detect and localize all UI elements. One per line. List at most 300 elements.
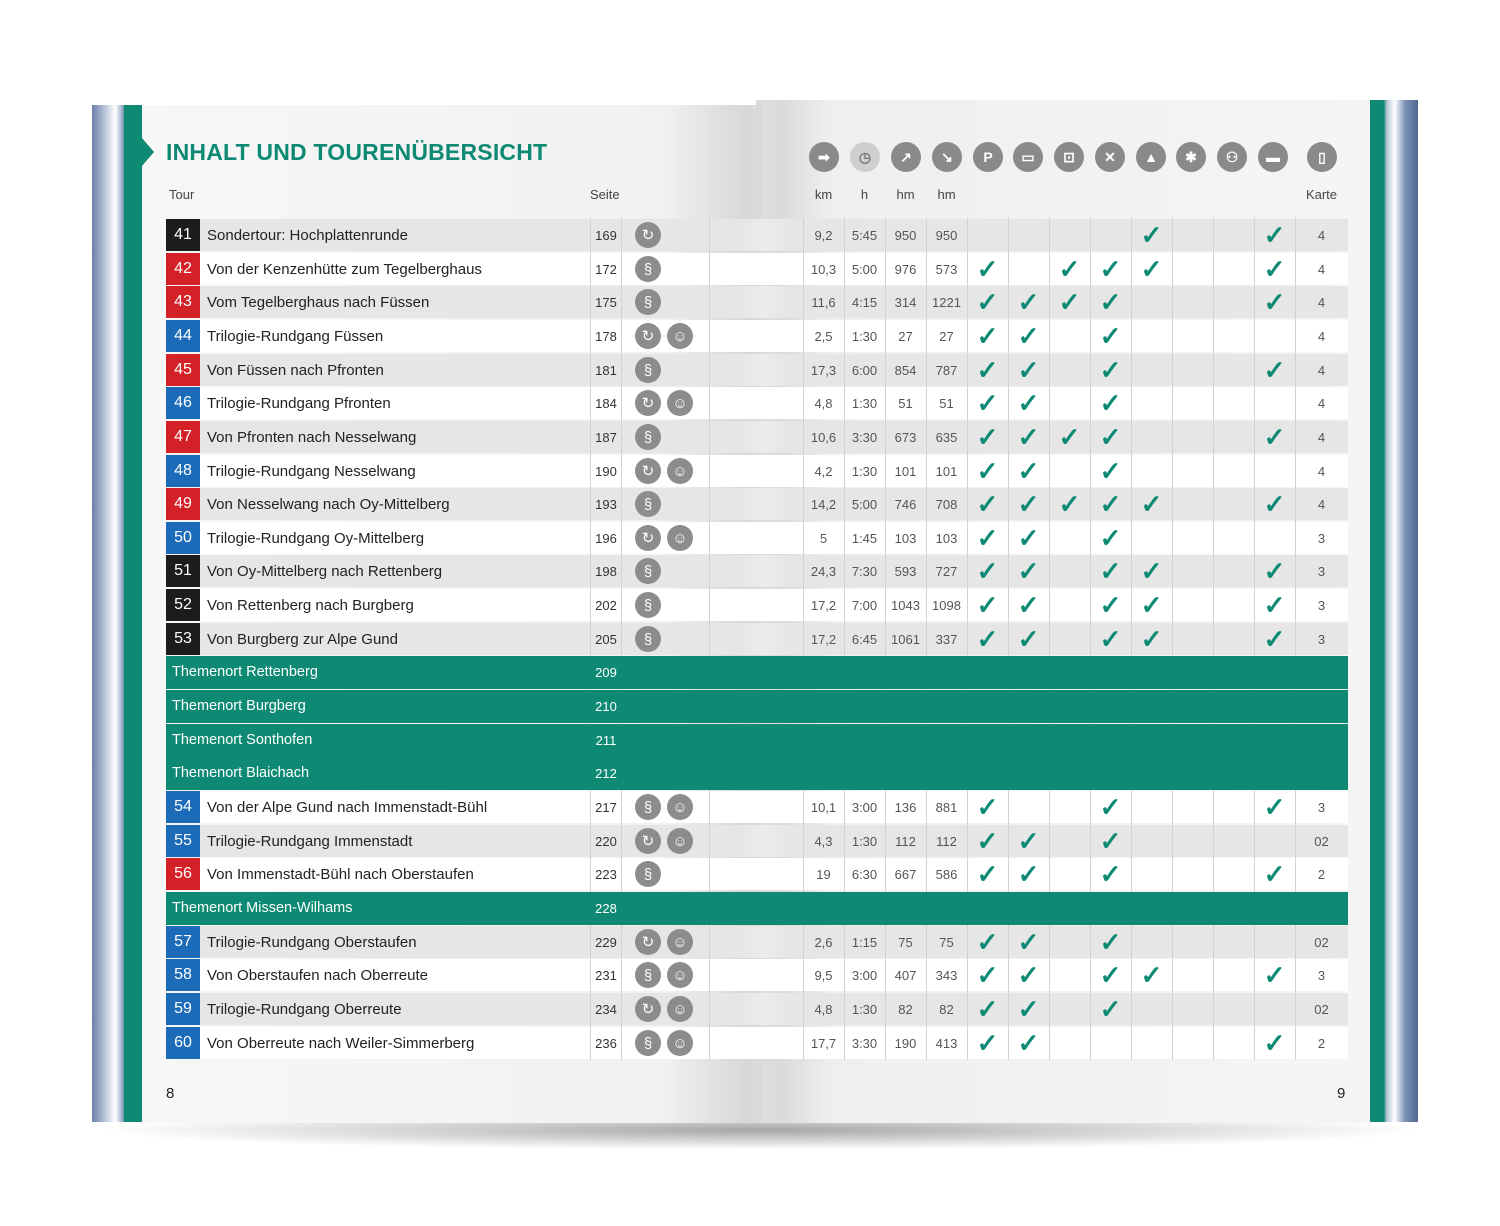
tour-map: 4 bbox=[1317, 497, 1326, 512]
tour-ascent: 407 bbox=[894, 968, 917, 983]
column-divider bbox=[1213, 218, 1214, 1060]
tour-map: 4 bbox=[1317, 363, 1326, 378]
bear-icon: ☺ bbox=[667, 794, 693, 820]
tour-number: 58 bbox=[166, 959, 200, 991]
bed-icon: ▬ bbox=[1258, 142, 1288, 172]
tour-page: 220 bbox=[595, 834, 617, 849]
tour-ascent: 103 bbox=[894, 531, 917, 546]
tour-descent: 950 bbox=[935, 228, 958, 243]
mountain-icon: ▲ bbox=[1136, 142, 1166, 172]
tour-descent: 51 bbox=[939, 396, 954, 411]
tour-km: 17,2 bbox=[810, 598, 837, 613]
tour-number: 41 bbox=[166, 219, 200, 251]
check-icon: ✓ bbox=[1263, 859, 1286, 889]
check-icon: ✓ bbox=[1099, 254, 1122, 284]
check-icon: ✓ bbox=[1263, 624, 1286, 654]
tour-page: 181 bbox=[595, 363, 617, 378]
column-divider bbox=[1008, 218, 1009, 1060]
check-icon: ✓ bbox=[1263, 254, 1286, 284]
tour-km: 14,2 bbox=[810, 497, 837, 512]
header-hm-up: hm bbox=[896, 187, 915, 202]
tour-name: Sondertour: Hochplattenrunde bbox=[207, 227, 408, 244]
theme-row bbox=[166, 892, 1348, 925]
tour-page: 193 bbox=[595, 497, 617, 512]
column-divider bbox=[1131, 218, 1132, 1060]
title-arrow-icon bbox=[142, 138, 154, 166]
tour-map: 3 bbox=[1317, 632, 1326, 647]
check-icon: ✓ bbox=[1017, 1028, 1040, 1058]
tour-page: 234 bbox=[595, 1002, 617, 1017]
bike-icon: ⚇ bbox=[1217, 142, 1247, 172]
tour-map: 3 bbox=[1317, 531, 1326, 546]
tour-name: Trilogie-Rundgang Nesselwang bbox=[207, 463, 416, 480]
tour-ascent: 75 bbox=[898, 935, 913, 950]
check-icon: ✓ bbox=[976, 456, 999, 486]
tour-time: 5:00 bbox=[851, 497, 878, 512]
tour-page: 184 bbox=[595, 396, 617, 411]
tour-time: 3:30 bbox=[851, 430, 878, 445]
loop-icon: ↻ bbox=[635, 222, 661, 248]
check-icon: ✓ bbox=[1017, 556, 1040, 586]
tour-page: 175 bbox=[595, 295, 617, 310]
tour-ascent: 190 bbox=[894, 1036, 917, 1051]
tour-descent: 586 bbox=[935, 867, 958, 882]
ascent-icon: ↗ bbox=[891, 142, 921, 172]
header-tour: Tour bbox=[169, 187, 195, 202]
tour-descent: 27 bbox=[939, 329, 954, 344]
header-seite: Seite bbox=[590, 187, 620, 202]
header-hm-down: hm bbox=[937, 187, 956, 202]
tour-map: 4 bbox=[1317, 430, 1326, 445]
column-divider bbox=[1254, 218, 1255, 1060]
tour-name: Von Immenstadt-Bühl nach Oberstaufen bbox=[207, 866, 474, 883]
check-icon: ✓ bbox=[976, 624, 999, 654]
column-divider bbox=[1049, 218, 1050, 1060]
check-icon: ✓ bbox=[1263, 1028, 1286, 1058]
check-icon: ✓ bbox=[976, 859, 999, 889]
check-icon: ✓ bbox=[976, 826, 999, 856]
check-icon: ✓ bbox=[976, 355, 999, 385]
check-icon: ✓ bbox=[976, 489, 999, 519]
tour-map: 2 bbox=[1317, 1036, 1326, 1051]
tour-map: 4 bbox=[1317, 396, 1326, 411]
theme-name: Themenort Blaichach bbox=[172, 765, 310, 781]
descent-icon: ↘ bbox=[932, 142, 962, 172]
tour-time: 5:45 bbox=[851, 228, 878, 243]
tour-time: 3:30 bbox=[851, 1036, 878, 1051]
check-icon: ✓ bbox=[1017, 624, 1040, 654]
tour-name: Von Oberstaufen nach Oberreute bbox=[207, 967, 428, 984]
tour-map: 4 bbox=[1317, 262, 1326, 277]
path-icon: § bbox=[635, 794, 661, 820]
parking-icon: P bbox=[973, 142, 1003, 172]
tour-map: 3 bbox=[1317, 564, 1326, 579]
book-edge-right bbox=[1366, 100, 1418, 1122]
tour-time: 3:00 bbox=[851, 800, 878, 815]
check-icon: ✓ bbox=[1263, 556, 1286, 586]
theme-row bbox=[166, 724, 1348, 757]
path-icon: § bbox=[635, 861, 661, 887]
check-icon: ✓ bbox=[976, 1028, 999, 1058]
check-icon: ✓ bbox=[1099, 489, 1122, 519]
tour-ascent: 51 bbox=[898, 396, 913, 411]
tour-map: 3 bbox=[1317, 598, 1326, 613]
tour-km: 24,3 bbox=[810, 564, 837, 579]
check-icon: ✓ bbox=[1017, 994, 1040, 1024]
theme-page: 209 bbox=[595, 665, 617, 680]
path-icon: § bbox=[635, 424, 661, 450]
check-icon: ✓ bbox=[1017, 960, 1040, 990]
tour-descent: 1098 bbox=[932, 598, 961, 613]
bear-icon: ☺ bbox=[667, 458, 693, 484]
tour-km: 4,3 bbox=[814, 834, 833, 849]
path-icon: § bbox=[635, 962, 661, 988]
tour-descent: 708 bbox=[935, 497, 958, 512]
tour-km: 9,5 bbox=[814, 968, 833, 983]
tour-page: 217 bbox=[595, 800, 617, 815]
winter-icon: ✱ bbox=[1176, 142, 1206, 172]
column-divider bbox=[621, 218, 622, 1060]
check-icon: ✓ bbox=[1263, 220, 1286, 250]
bus-icon: ▭ bbox=[1013, 142, 1043, 172]
book-edge-left bbox=[92, 105, 144, 1122]
tour-km: 10,3 bbox=[810, 262, 837, 277]
signpost-icon: ➡ bbox=[809, 142, 839, 172]
tour-km: 4,8 bbox=[814, 396, 833, 411]
theme-row bbox=[166, 656, 1348, 689]
tour-number: 60 bbox=[166, 1027, 200, 1059]
tour-descent: 101 bbox=[935, 464, 958, 479]
tour-page: 190 bbox=[595, 464, 617, 479]
tour-name: Von Rettenberg nach Burgberg bbox=[207, 597, 414, 614]
tour-descent: 103 bbox=[935, 531, 958, 546]
theme-name: Themenort Burgberg bbox=[172, 698, 306, 714]
column-divider bbox=[1172, 218, 1173, 1060]
check-icon: ✓ bbox=[1263, 422, 1286, 452]
tour-time: 3:00 bbox=[851, 968, 878, 983]
bear-icon: ☺ bbox=[667, 1030, 693, 1056]
tour-descent: 787 bbox=[935, 363, 958, 378]
bear-icon: ☺ bbox=[667, 996, 693, 1022]
tour-name: Von Nesselwang nach Oy-Mittelberg bbox=[207, 496, 450, 513]
header-karte: Karte bbox=[1305, 187, 1338, 202]
check-icon: ✓ bbox=[976, 960, 999, 990]
check-icon: ✓ bbox=[976, 994, 999, 1024]
tour-page: 202 bbox=[595, 598, 617, 613]
tour-number: 55 bbox=[166, 825, 200, 857]
tour-page: 205 bbox=[595, 632, 617, 647]
theme-row bbox=[166, 757, 1348, 790]
check-icon: ✓ bbox=[1099, 287, 1122, 317]
tour-map: 4 bbox=[1317, 295, 1326, 310]
header-h: h bbox=[860, 187, 869, 202]
path-icon: § bbox=[635, 256, 661, 282]
loop-icon: ↻ bbox=[635, 525, 661, 551]
tour-page: 223 bbox=[595, 867, 617, 882]
check-icon: ✓ bbox=[1099, 927, 1122, 957]
tour-time: 6:00 bbox=[851, 363, 878, 378]
check-icon: ✓ bbox=[1263, 792, 1286, 822]
tour-map: 02 bbox=[1314, 935, 1329, 950]
check-icon: ✓ bbox=[976, 321, 999, 351]
loop-icon: ↻ bbox=[635, 458, 661, 484]
check-icon: ✓ bbox=[1017, 927, 1040, 957]
tour-ascent: 1043 bbox=[891, 598, 920, 613]
tour-number: 59 bbox=[166, 993, 200, 1025]
tour-time: 1:30 bbox=[851, 834, 878, 849]
tour-name: Trilogie-Rundgang Füssen bbox=[207, 328, 384, 345]
loop-icon: ↻ bbox=[635, 996, 661, 1022]
tour-km: 17,7 bbox=[810, 1036, 837, 1051]
path-icon: § bbox=[635, 357, 661, 383]
tour-page: 198 bbox=[595, 564, 617, 579]
tour-km: 17,2 bbox=[810, 632, 837, 647]
bear-icon: ☺ bbox=[667, 525, 693, 551]
tour-km: 5 bbox=[819, 531, 828, 546]
column-divider bbox=[844, 218, 845, 1060]
check-icon: ✓ bbox=[976, 792, 999, 822]
tour-map: 02 bbox=[1314, 1002, 1329, 1017]
check-icon: ✓ bbox=[1140, 254, 1163, 284]
check-icon: ✓ bbox=[976, 254, 999, 284]
tour-name: Trilogie-Rundgang Oberstaufen bbox=[207, 934, 417, 951]
path-icon: § bbox=[635, 289, 661, 315]
tour-map: 3 bbox=[1317, 800, 1326, 815]
check-icon: ✓ bbox=[1099, 859, 1122, 889]
tour-name: Trilogie-Rundgang Pfronten bbox=[207, 395, 391, 412]
tour-number: 51 bbox=[166, 555, 200, 587]
tour-ascent: 976 bbox=[894, 262, 917, 277]
tour-time: 1:30 bbox=[851, 329, 878, 344]
check-icon: ✓ bbox=[1099, 523, 1122, 553]
loop-icon: ↻ bbox=[635, 323, 661, 349]
tour-page: 187 bbox=[595, 430, 617, 445]
tour-number: 42 bbox=[166, 253, 200, 285]
check-icon: ✓ bbox=[1099, 321, 1122, 351]
bear-icon: ☺ bbox=[667, 962, 693, 988]
book-fold bbox=[744, 100, 784, 1123]
check-icon: ✓ bbox=[1099, 590, 1122, 620]
check-icon: ✓ bbox=[1017, 321, 1040, 351]
tour-number: 57 bbox=[166, 926, 200, 958]
check-icon: ✓ bbox=[1263, 489, 1286, 519]
tour-number: 52 bbox=[166, 589, 200, 621]
tour-name: Trilogie-Rundgang Oberreute bbox=[207, 1001, 402, 1018]
tour-page: 178 bbox=[595, 329, 617, 344]
tour-time: 1:30 bbox=[851, 396, 878, 411]
bear-icon: ☺ bbox=[667, 929, 693, 955]
tour-time: 1:45 bbox=[851, 531, 878, 546]
path-icon: § bbox=[635, 592, 661, 618]
path-icon: § bbox=[635, 626, 661, 652]
tour-name: Von Burgberg zur Alpe Gund bbox=[207, 631, 398, 648]
check-icon: ✓ bbox=[976, 523, 999, 553]
tour-name: Von Oberreute nach Weiler-Simmerberg bbox=[207, 1035, 475, 1052]
check-icon: ✓ bbox=[976, 556, 999, 586]
tour-ascent: 673 bbox=[894, 430, 917, 445]
tour-number: 44 bbox=[166, 320, 200, 352]
tour-number: 45 bbox=[166, 354, 200, 386]
tour-name: Von der Kenzenhütte zum Tegelberghaus bbox=[207, 261, 482, 278]
tour-ascent: 101 bbox=[894, 464, 917, 479]
check-icon: ✓ bbox=[1017, 489, 1040, 519]
tour-km: 10,6 bbox=[810, 430, 837, 445]
tour-time: 5:00 bbox=[851, 262, 878, 277]
loop-icon: ↻ bbox=[635, 390, 661, 416]
check-icon: ✓ bbox=[1017, 422, 1040, 452]
check-icon: ✓ bbox=[1099, 792, 1122, 822]
check-icon: ✓ bbox=[1140, 960, 1163, 990]
check-icon: ✓ bbox=[1017, 456, 1040, 486]
theme-page: 210 bbox=[595, 699, 617, 714]
tour-km: 4,2 bbox=[814, 464, 833, 479]
tour-km: 4,8 bbox=[814, 1002, 833, 1017]
tour-km: 10,1 bbox=[810, 800, 837, 815]
tour-name: Vom Tegelberghaus nach Füssen bbox=[207, 294, 430, 311]
map-icon: ▯ bbox=[1307, 142, 1337, 172]
check-icon: ✓ bbox=[1058, 422, 1081, 452]
tour-km: 19 bbox=[816, 867, 831, 882]
tour-ascent: 746 bbox=[894, 497, 917, 512]
theme-page: 212 bbox=[595, 766, 617, 781]
tour-number: 53 bbox=[166, 623, 200, 655]
tour-time: 6:30 bbox=[851, 867, 878, 882]
tour-map: 4 bbox=[1317, 228, 1326, 243]
tour-page: 172 bbox=[595, 262, 617, 277]
tour-descent: 1221 bbox=[932, 295, 961, 310]
page-title: INHALT UND TOURENÜBERSICHT bbox=[166, 139, 548, 165]
column-divider bbox=[967, 218, 968, 1060]
tour-time: 1:30 bbox=[851, 1002, 878, 1017]
check-icon: ✓ bbox=[1099, 355, 1122, 385]
check-icon: ✓ bbox=[1263, 590, 1286, 620]
loop-icon: ↻ bbox=[635, 828, 661, 854]
theme-page: 228 bbox=[595, 901, 617, 916]
tour-time: 7:30 bbox=[851, 564, 878, 579]
theme-name: Themenort Rettenberg bbox=[172, 664, 318, 680]
tour-ascent: 112 bbox=[895, 834, 916, 849]
tour-number: 54 bbox=[166, 791, 200, 823]
tour-ascent: 314 bbox=[894, 295, 917, 310]
check-icon: ✓ bbox=[1140, 590, 1163, 620]
tour-page: 196 bbox=[595, 531, 617, 546]
tour-km: 9,2 bbox=[814, 228, 833, 243]
tour-time: 4:15 bbox=[851, 295, 878, 310]
tour-name: Von der Alpe Gund nach Immenstadt-Bühl bbox=[207, 799, 488, 816]
check-icon: ✓ bbox=[976, 590, 999, 620]
tour-page: 231 bbox=[595, 968, 617, 983]
tour-number: 56 bbox=[166, 858, 200, 890]
tour-number: 43 bbox=[166, 286, 200, 318]
tour-number: 50 bbox=[166, 522, 200, 554]
tour-ascent: 854 bbox=[894, 363, 917, 378]
check-icon: ✓ bbox=[1017, 287, 1040, 317]
check-icon: ✓ bbox=[1263, 960, 1286, 990]
tour-ascent: 1061 bbox=[891, 632, 920, 647]
bear-icon: ☺ bbox=[667, 323, 693, 349]
check-icon: ✓ bbox=[1099, 388, 1122, 418]
tour-map: 4 bbox=[1317, 329, 1326, 344]
tour-map: 02 bbox=[1314, 834, 1329, 849]
check-icon: ✓ bbox=[1058, 489, 1081, 519]
restaurant-icon: ✕ bbox=[1095, 142, 1125, 172]
theme-page: 211 bbox=[595, 733, 617, 748]
check-icon: ✓ bbox=[1058, 287, 1081, 317]
path-icon: § bbox=[635, 491, 661, 517]
bear-icon: ☺ bbox=[667, 828, 693, 854]
tour-ascent: 27 bbox=[898, 329, 913, 344]
page-number-right: 9 bbox=[1337, 1085, 1346, 1102]
header-km: km bbox=[814, 187, 833, 202]
loop-icon: ↻ bbox=[635, 929, 661, 955]
clock-icon: ◷ bbox=[850, 142, 880, 172]
tour-ascent: 136 bbox=[894, 800, 917, 815]
check-icon: ✓ bbox=[1099, 994, 1122, 1024]
tour-number: 47 bbox=[166, 421, 200, 453]
column-divider bbox=[709, 218, 710, 1060]
tour-descent: 727 bbox=[935, 564, 958, 579]
check-icon: ✓ bbox=[1263, 355, 1286, 385]
tour-descent: 343 bbox=[935, 968, 958, 983]
check-icon: ✓ bbox=[1017, 826, 1040, 856]
tour-name: Von Pfronten nach Nesselwang bbox=[207, 429, 417, 446]
column-divider bbox=[803, 218, 804, 1060]
check-icon: ✓ bbox=[1017, 590, 1040, 620]
check-icon: ✓ bbox=[976, 927, 999, 957]
tour-descent: 881 bbox=[935, 800, 958, 815]
tour-km: 17,3 bbox=[810, 363, 837, 378]
tour-number: 49 bbox=[166, 488, 200, 520]
check-icon: ✓ bbox=[1017, 523, 1040, 553]
check-icon: ✓ bbox=[1099, 826, 1122, 856]
tour-page: 236 bbox=[595, 1036, 617, 1051]
tour-km: 2,6 bbox=[814, 935, 833, 950]
column-divider bbox=[1295, 218, 1296, 1060]
check-icon: ✓ bbox=[976, 287, 999, 317]
tour-descent: 413 bbox=[935, 1036, 958, 1051]
tour-km: 11,6 bbox=[811, 295, 836, 310]
check-icon: ✓ bbox=[976, 388, 999, 418]
tour-name: Von Füssen nach Pfronten bbox=[207, 362, 384, 379]
theme-name: Themenort Sonthofen bbox=[172, 732, 313, 748]
path-icon: § bbox=[635, 1030, 661, 1056]
tour-descent: 112 bbox=[936, 834, 957, 849]
check-icon: ✓ bbox=[1099, 556, 1122, 586]
tour-ascent: 667 bbox=[894, 867, 917, 882]
path-icon: § bbox=[635, 558, 661, 584]
tour-time: 1:15 bbox=[851, 935, 878, 950]
check-icon: ✓ bbox=[1263, 287, 1286, 317]
tour-time: 1:30 bbox=[851, 464, 878, 479]
check-icon: ✓ bbox=[1017, 859, 1040, 889]
tour-page: 169 bbox=[595, 228, 617, 243]
theme-row bbox=[166, 690, 1348, 723]
tour-map: 4 bbox=[1317, 464, 1326, 479]
page-number-left: 8 bbox=[166, 1085, 175, 1102]
tour-time: 7:00 bbox=[851, 598, 878, 613]
column-divider bbox=[1090, 218, 1091, 1060]
tour-ascent: 593 bbox=[894, 564, 917, 579]
check-icon: ✓ bbox=[1140, 556, 1163, 586]
tour-descent: 635 bbox=[935, 430, 958, 445]
check-icon: ✓ bbox=[1140, 489, 1163, 519]
tour-number: 48 bbox=[166, 455, 200, 487]
check-icon: ✓ bbox=[1099, 422, 1122, 452]
theme-name: Themenort Missen-Wilhams bbox=[172, 900, 353, 916]
check-icon: ✓ bbox=[1099, 624, 1122, 654]
check-icon: ✓ bbox=[1099, 960, 1122, 990]
column-divider bbox=[926, 218, 927, 1060]
